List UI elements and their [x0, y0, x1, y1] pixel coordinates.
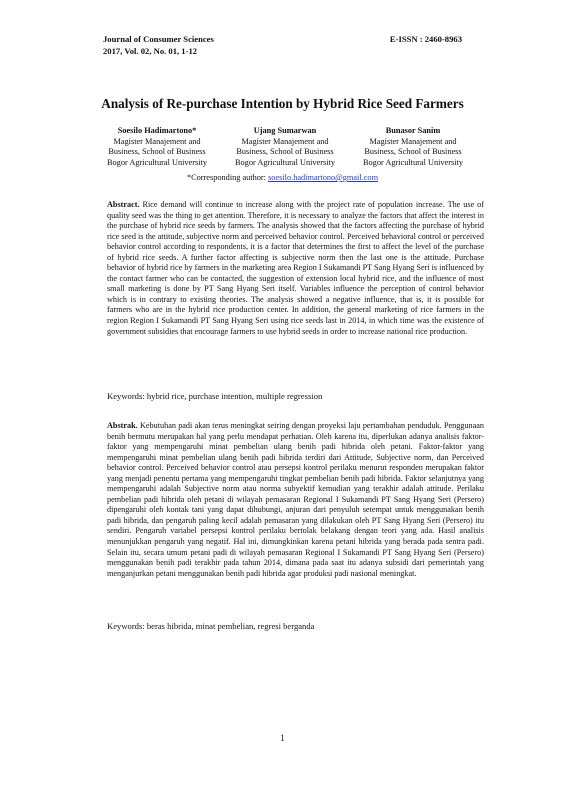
author-affiliation: Magister Manajement and — [113, 136, 201, 146]
paper-title: Analysis of Re-purchase Intention by Hybrid Rice Seed Farmers — [101, 96, 464, 111]
abstract-indonesian — [107, 421, 484, 579]
keywords-indonesian — [107, 621, 314, 631]
keywords-label: Keywords: — [107, 621, 145, 631]
author-affiliation: Bogor Agricultural University — [234, 157, 335, 167]
corresponding-author — [0, 173, 565, 182]
author-block — [223, 126, 347, 168]
abstract-english — [107, 200, 484, 337]
author-affiliation: Business, School of Business — [236, 147, 334, 157]
author-affiliation: Business, School of Business — [364, 147, 462, 157]
journal-volume: 2017, Vol. 02, No. 01, 1-12 — [103, 46, 198, 56]
author-affiliation: Bogor Agricultural University — [106, 157, 207, 167]
author-name: Bunasor Sanim — [385, 126, 441, 135]
corresponding-label: *Corresponding author: — [186, 173, 266, 182]
running-header — [103, 33, 462, 57]
journal-name: Journal of Consumer Sciences — [103, 34, 214, 44]
abstract-label: Abstract. — [107, 200, 140, 209]
author-list — [95, 126, 475, 168]
keywords-text: beras hibrida, minat pembelian, regresi berganda — [146, 621, 315, 631]
author-affiliation: Magister Manajement and — [369, 136, 457, 146]
author-block — [95, 126, 219, 168]
keywords-text: hybrid rice, purchase intention, multiple regression — [146, 391, 323, 401]
author-affiliation: Magister Manajement and — [241, 136, 329, 146]
author-affiliation: Bogor Agricultural University — [362, 157, 463, 167]
author-name: Ujang Sumarwan — [253, 126, 317, 135]
abstract-text: Kebutuhan padi akan terus meningkat seiring dengan proyeksi laju pertambahan penduduk. Penggunaan benih bermutu merupakan hal yang perlu mendapat perhatian. Oleh karena itu, diperlukan adanya analisis faktor-faktor yang mempengaruhi minat pembelian ulang benih padi hibrida oleh petani. Faktor-faktor yang mempengaruhi minat pembelian ulang benih padi hibrida terdiri dari Attitude, Subjective norm, dan Perceived behavior control. Perceived behavior control atau persepsi kontrol perilaku menurut responden merupakan faktor yang menjadi penentu pertama yang mempengaruhi tingkat pembelian benih padi hibrida. Faktor selanjutnya yang mempengaruhi adalah Subjective norm atau norma subyektif kemudian yang terakhir adalah attitude. Perilaku pembelian padi hibrida oleh petani di wilayah pemasaran Regional I Sukamandi PT Sang Hyang Seri (Persero) dipengaruhi oleh kontak tani yang dapat dihubungi, anjuran dari penyuluh setempat untuk menggunakan benih padi hibrida, dan pengaruh paling kecil adalah pemasaran yang dilakukan oleh PT Sang Hyang Seri (Persero) itu sendiri. Pengaruh variabel persepsi kontrol perilaku bertolak belakang dengan teori yang ada. Hasil analisis menunjukkan pengaruh yang negatif. Hal ini, dimungkinkan karena petani hibrida yang berada pada sentra padi. Selain itu, secara umum petani padi di wilayah pemasaran Regional I Sukamandi PT Sang Hyang Seri (Persero) menggunakan benih padi terakhir pada tahun 2014, dimana pada saat itu adanya subsidi dari pemerintah yang menganjurkan petani menggunakan benih padi hibrida agar produksi padi nasional meningkat. — [107, 421, 484, 578]
author-affiliation: Business, School of Business — [108, 147, 206, 157]
abstract-text: Rice demand will continue to increase along with the project rate of population increase. The use of quality seed was the thing to get attention. Therefore, it is necessary to analyze the factors that affect the interest in the purchase of hybrid rice seeds by farmers. The analysis showed that the factors affecting the purchase of hybrid rice seed is the attitude, subjective norm and perceived behavior control. Perceived behavioral control or perceived behavior control according to respondents, it is a factor that determines the first to affect the level of the purchase of hybrid rice seeds. A further factor affecting is subjective norm then the last one is the attitude. Purchase behavior of hybrid rice by farmers in the marketing area Region I Sukamandi PT Sang Hyang Seri is influenced by the contact farmer who can be contacted, the suggestion of extension local hybrid rice, and the influence of most small marketing is done by PT Sang Hyang Seri itself. Variables influence the perception of control behavior which is in contrary to existing theories. The analysis showed a negative influence, that is, it is possible for farmers who are in the hybrid rice production center. In addition, the general marketing of rice farmers in the region Region I Sukamandi PT Sang Hyang Seri using rice seeds last in 2014, in which time was the existence of government subsidies that encourage farmers to use hybrid seeds in order to increase national rice production. — [107, 200, 484, 336]
corresponding-email-link[interactable]: soesilo.hadimartono@gmail.com — [268, 173, 379, 182]
keywords-english — [107, 391, 322, 401]
abstract-label: Abstrak. — [107, 421, 138, 430]
keywords-label: Keywords: — [107, 391, 145, 401]
author-name: Soesilo Hadimartono* — [117, 126, 197, 135]
page-number: 1 — [280, 733, 285, 743]
journal-issn: E-ISSN : 2460-8963 — [389, 34, 462, 44]
author-block — [351, 126, 475, 168]
